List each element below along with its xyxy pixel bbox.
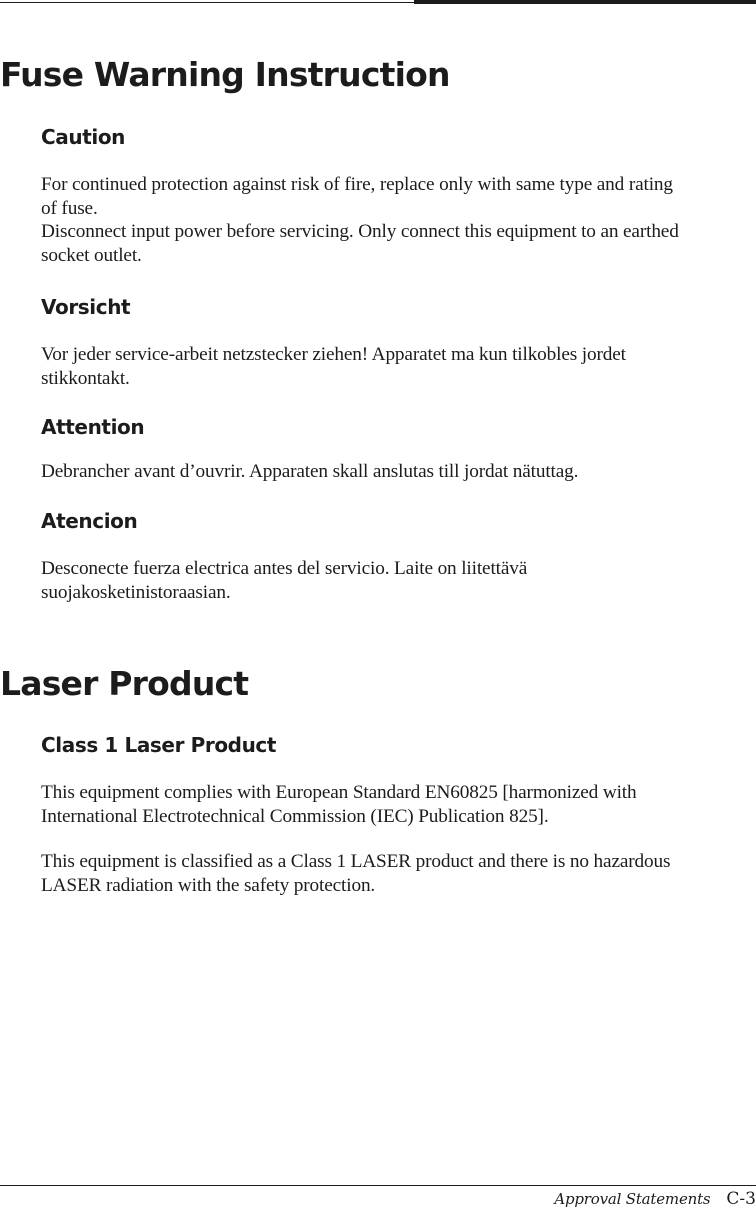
text-line: socket outlet. xyxy=(41,244,142,266)
text-line: stikkontakt. xyxy=(41,367,130,389)
subsection-heading-caution: Caution xyxy=(41,125,126,149)
text-line: International Electrotechnical Commission (IEC) Publication 825]. xyxy=(41,805,549,827)
text-line: For continued protection against risk of fire, replace only with same type and rating xyxy=(41,174,673,195)
text-line: Desconecte fuerza electrica antes del servicio. Laite on liitettävä xyxy=(41,558,528,579)
atencion-text xyxy=(41,557,756,604)
page-footer xyxy=(554,1189,756,1209)
text-line: Debrancher avant d’ouvrir. Apparaten skall anslutas till jordat nätuttag. xyxy=(41,461,579,482)
section-title-fuse-warning: Fuse Warning Instruction xyxy=(0,55,450,94)
subsection-heading-vorsicht: Vorsicht xyxy=(41,295,131,319)
text-line: This equipment is classified as a Class 1 LASER product and there is no hazardous xyxy=(41,851,671,872)
text-line: Disconnect input power before servicing. Only connect this equipment to an earthed xyxy=(41,221,679,242)
subsection-heading-attention: Attention xyxy=(41,415,145,439)
section-title-laser-product: Laser Product xyxy=(0,664,249,703)
subsection-heading-class1-laser: Class 1 Laser Product xyxy=(41,733,277,757)
text-line: This equipment complies with European Standard EN60825 [harmonized with xyxy=(41,782,637,803)
text-line: suojakosketinistoraasian. xyxy=(41,581,231,603)
footer-rule xyxy=(0,1185,756,1186)
caution-text xyxy=(41,173,756,267)
vorsicht-text xyxy=(41,343,756,390)
text-line: Vor jeder service-arbeit netzstecker ziehen! Apparatet ma kun tilkobles jordet xyxy=(41,344,626,365)
text-line: of fuse. xyxy=(41,197,98,219)
attention-text xyxy=(41,460,756,484)
laser-classification-text xyxy=(41,850,756,897)
text-line: LASER radiation with the safety protection. xyxy=(41,874,376,896)
laser-compliance-text xyxy=(41,781,756,828)
footer-section-name: Approval Statements xyxy=(554,1190,711,1208)
subsection-heading-atencion: Atencion xyxy=(41,509,138,533)
header-rule-thick xyxy=(414,0,756,4)
footer-page-number: C-3 xyxy=(726,1189,756,1209)
header-rule-thin xyxy=(0,2,414,3)
